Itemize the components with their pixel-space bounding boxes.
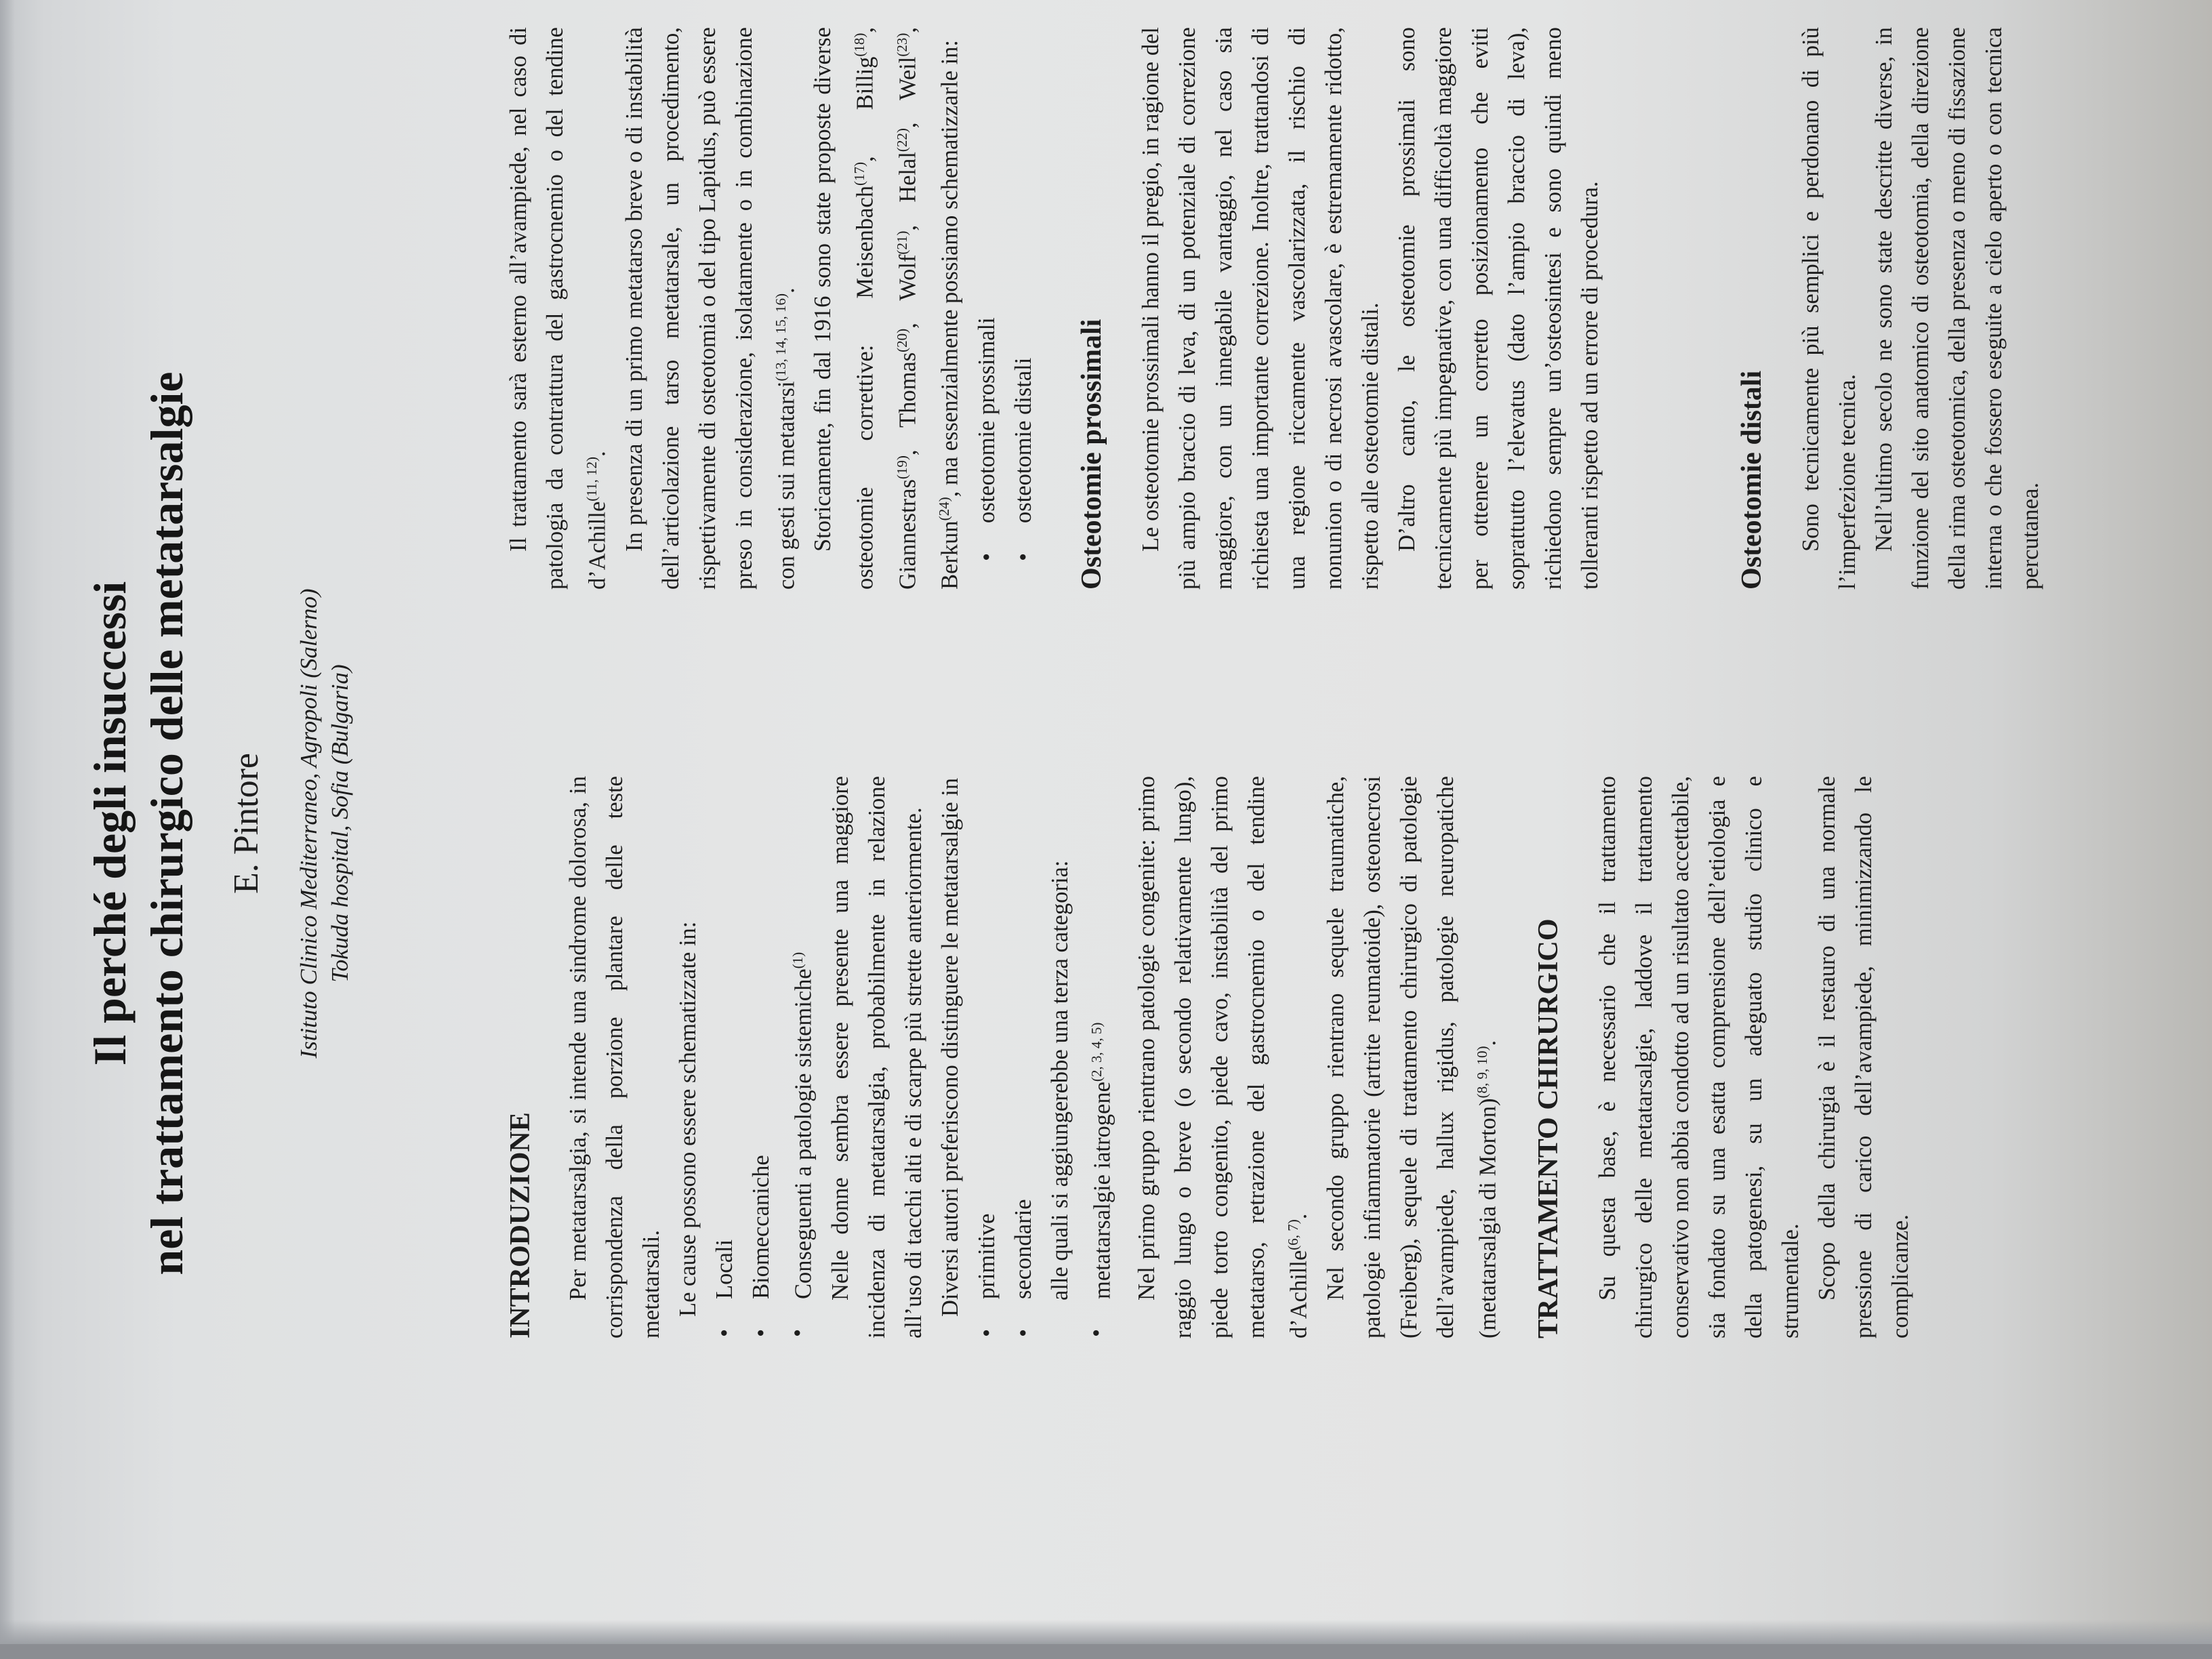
citation: (1) xyxy=(790,951,806,969)
paragraph-history: Storicamente, fin dal 1916 sono state proposte diverse osteotomie correttive: Meisenbach$^{(17)}$, Billig$^{(18)}$, Giannestras$^{(19)}$, Thomas$^{(20)}$, Wolf$^{(21)}$, Helal$^{(22)}$, Weil$^{(23)}$, Berkun$^{(24)}$, ma essenzialmente possiamo schematizzarle in: xyxy=(810,26,963,590)
section-heading-introduzione: INTRODUZIONE xyxy=(505,1112,536,1338)
paragraph-surgical-aim: Scopo della chirurgia è il restauro di una normale pressione di carico dell’avampiede, minimizzando le complicanze. xyxy=(1814,776,1913,1338)
list-item-kind: • primitive xyxy=(968,776,1005,1338)
list-item-cause: • Locali xyxy=(706,776,743,1338)
section-heading-osteotomie-distali: Osteotomie distali xyxy=(1736,370,1767,590)
list-item-osteotomy-type: • osteotomie distali xyxy=(1005,27,1042,562)
list-item-kind: • secondarie xyxy=(1005,776,1042,1338)
citation: (6, 7) xyxy=(1285,1219,1301,1250)
author-name: E. Pintore xyxy=(227,753,266,894)
list-item-kind: • metatarsalgie iatrogene$^{(2, 3, 4, 5)}$ xyxy=(1078,776,1121,1338)
list-osteotomy-types xyxy=(968,27,1042,590)
list-item-cause: • Conseguenti a patologie sistemiche$^{(1)}$ xyxy=(779,776,822,1338)
paragraph-distinction: Diversi autori preferiscono distinguere le metatarsalgie in xyxy=(937,777,963,1317)
list-causes xyxy=(706,776,822,1338)
affiliation-2: Tokuda hospital, Sofia (Bulgaria) xyxy=(327,664,353,983)
article-title-line-1: Il perché degli insuccessi xyxy=(84,581,136,1066)
citation: (13, 14, 15, 16) xyxy=(772,293,789,382)
affiliation-1: Istituto Clinico Mediterraneo, Agropoli (Salerno) xyxy=(295,588,322,1059)
list-kinds xyxy=(968,776,1042,1338)
paragraph-second-group: Nel secondo gruppo rientrano sequele traumatiche, patologie infiammatorie (artrite reumatoide), osteonecrosi (Freiberg), sequele di trattamento chirurgico di patologie dell’avampiede, hallux rigidus, patologie neuropatiche (metatarsalgia di Morton)$^{(8, 9, 10)}$. xyxy=(1322,776,1500,1338)
paragraph-causes-intro: Le cause possono essere schematizzate in: xyxy=(675,921,701,1317)
title-block xyxy=(81,0,356,1647)
column-right xyxy=(500,27,1608,590)
paragraph-surgical-basis: Su questa base, è necessario che il trattamento chirurgico delle metatarsalgie, laddove il trattamento conservativo non abbia condotto ad un risultato accettabile, sia fondato su una esatta comprensione dell’etiologia e della patogenesi, su un adeguato studio clinico e strumentale. xyxy=(1595,776,1803,1338)
column-left xyxy=(500,776,1506,1338)
paragraph-first-metatarsal: In presenza di un primo metatarso breve o di instabilità dell’articolazione tarso metatarsale, un procedimento, rispettivamente di osteotomia o del tipo Lapidus, può essere preso in considerazione, isolatamente o in combinazione con gesti sui metatarsi$^{(13, 14, 15, 16)}$. xyxy=(621,27,799,590)
citation: (11, 12) xyxy=(583,456,600,501)
paragraph-definition: Per metatarsalgia, si intende una sindrome dolorosa, in corrispondenza della porzione plantare delle teste metatarsali. xyxy=(565,776,664,1338)
article-title-line-2: nel trattamento chirurgico delle metatarsalgie xyxy=(141,371,192,1275)
column-left-bottom xyxy=(1528,776,1919,1338)
paragraph-first-group: Nel primo gruppo rientrano patologie congenite: primo raggio lungo o breve (o secondo relativamente lungo), piede torto congenito, piede cavo, instabilità del primo metatarso, retrazione del gastrocnemio o del tendine d’Achille$^{(6, 7)}$. xyxy=(1134,776,1312,1338)
column-right-bottom xyxy=(1732,27,2049,590)
section-heading-trattamento-chirurgico: TRATTAMENTO CHIRURGICO xyxy=(1533,918,1564,1338)
paragraph-achilles: Il trattamento sarà esterno all’avampiede, nel caso di patologia da contrattura del gastrocnemio o del tendine d’Achille$^{(11, 12)}$. xyxy=(506,27,611,590)
paragraph-third-category: alle quali si aggiungerebbe una terza categoria: xyxy=(1046,860,1073,1300)
section-heading-osteotomie-prossimali: Osteotomie prossimali xyxy=(1076,319,1107,590)
paragraph-proximal-advantages: Le osteotomie prossimali hanno il pregio, in ragione del più ampio braccio di leva, di un potenziale di correzione maggiore, con un innegabile vantaggio, nel caso sia richiesta una importante correzione. Inoltre, trattandosi di una regione riccamente vascolarizzata, il rischio di nonunion o di necrosi avascolare, è estremamente ridotto, rispetto alle osteotomie distali. xyxy=(1137,27,1383,590)
list-item-osteotomy-type: • osteotomie prossimali xyxy=(968,27,1005,562)
paragraph-distal-simple: Sono tecnicamente più semplici e perdonano di più l’imperfezione tecnica. xyxy=(1798,27,1860,590)
list-item-cause: • Biomeccaniche xyxy=(743,776,779,1338)
citation: (8, 9, 10) xyxy=(1473,1046,1490,1099)
list-kind3 xyxy=(1078,776,1121,1338)
paragraph-proximal-disadvantages: D’altro canto, le osteotomie prossimali sono tecnicamente più impegnative, con una difficoltà maggiore per ottenere un corretto posizionamento che eviti soprattutto l’elevatus (dato l’ampio braccio di leva), richiedono sempre un’osteosintesi e sono quindi meno tolleranti rispetto ad un errore di procedura. xyxy=(1393,27,1603,590)
paragraph-incidence: Nelle donne sembra essere presente una maggiore incidenza di metatarsalgia, probabilmente in relazione all’uso di tacchi alti e di scarpe più strette anteriormente. xyxy=(827,776,926,1338)
citation: (2, 3, 4, 5) xyxy=(1088,1022,1105,1082)
paragraph-distal-variants: Nell’ultimo secolo ne sono state descritte diverse, in funzione del sito anatomico di osteotomia, della direzione della rima osteotomica, della presenza o meno di fissazione interna o che fossero eseguite a cielo aperto o con tecnica percutanea. xyxy=(1871,27,2043,590)
